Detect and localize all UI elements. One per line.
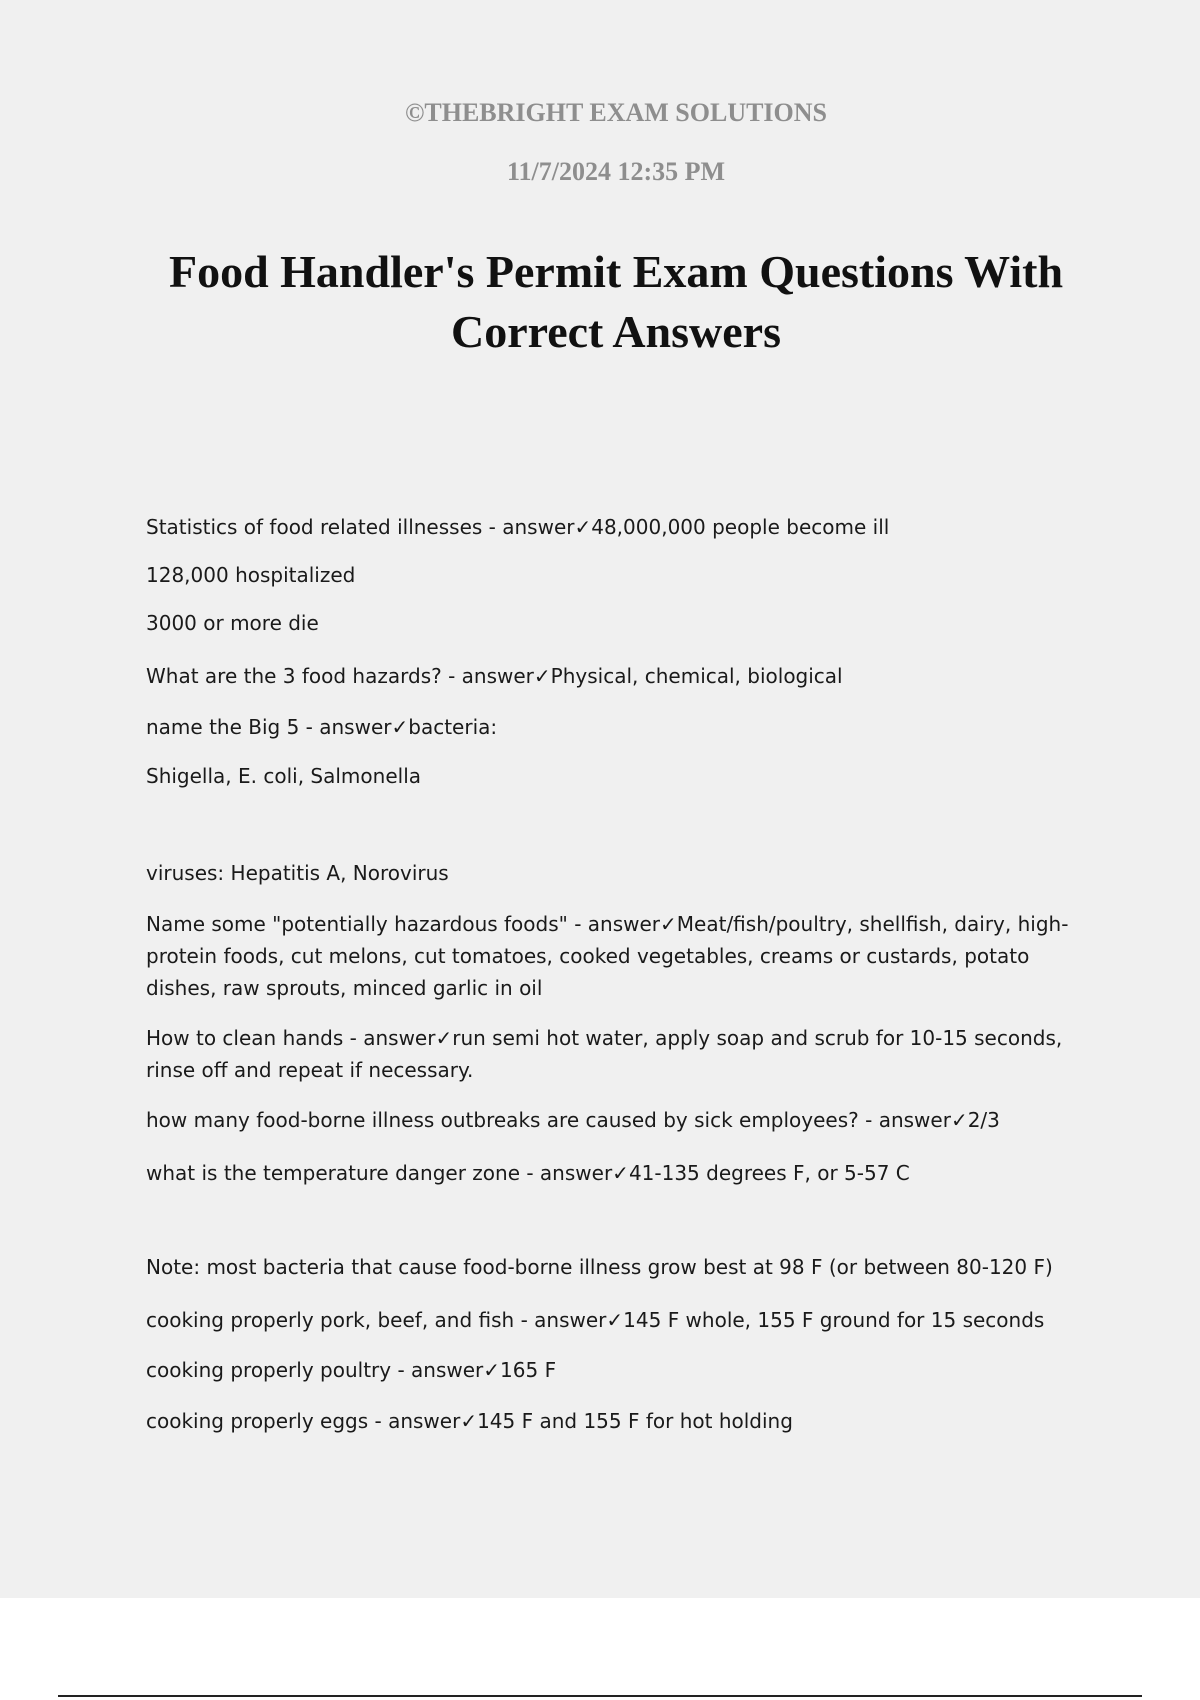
question-text: how many food-borne illness outbreaks are caused by sick employees? - answer (146, 1108, 951, 1132)
answer-continuation: Note: most bacteria that cause food-borne illness grow best at 98 F (or between 80-120 F) (146, 1255, 1053, 1279)
question-text: what is the temperature danger zone - answer (146, 1161, 613, 1185)
answer-continuation: 3000 or more die (146, 611, 319, 635)
qa-item (146, 1157, 1096, 1189)
answer-text: 2/3 (967, 1108, 1000, 1132)
question-text: cooking properly pork, beef, and fish - answer (146, 1308, 607, 1332)
qa-item (146, 1354, 1096, 1386)
question-text: How to clean hands - answer (146, 1026, 436, 1050)
check-icon: ✓ (612, 1161, 629, 1185)
answer-continuation: viruses: Hepatitis A, Norovirus (146, 861, 449, 885)
answer-text: Physical, chemical, biological (550, 664, 843, 688)
qa-item (146, 1022, 1096, 1086)
page-divider (58, 1695, 1142, 1697)
check-icon: ✓ (460, 1409, 478, 1433)
question-text: What are the 3 food hazards? - answer (146, 664, 534, 688)
check-icon: ✓ (435, 1026, 453, 1050)
question-text: Name some "potentially hazardous foods" - answer (146, 912, 661, 936)
qa-item (146, 660, 1096, 692)
check-icon: ✓ (660, 912, 677, 936)
qa-item (146, 1405, 1096, 1437)
check-icon: ✓ (483, 1358, 501, 1382)
qa-content (146, 511, 1096, 1437)
qa-item (146, 908, 1096, 1004)
check-icon: ✓ (606, 1308, 624, 1332)
answer-continuation: 128,000 hospitalized (146, 563, 356, 587)
qa-item (146, 511, 1096, 543)
check-icon: ✓ (950, 1108, 968, 1132)
answer-text: 145 F and 155 F for hot holding (477, 1409, 793, 1433)
question-text: cooking properly eggs - answer (146, 1409, 461, 1433)
answer-text: 145 F whole, 155 F ground for 15 seconds (623, 1308, 1045, 1332)
answer-text: Meat/fish/poultry, shellfish, dairy, high-protein foods, cut melons, cut tomatoes, cooked vegetables, creams or custards, potato dishes, raw sprouts, minced garlic in oil (146, 912, 1069, 1000)
watermark-datetime: 11/7/2024 12:35 PM (506, 157, 726, 186)
answer-text: 48,000,000 people become ill (591, 515, 890, 539)
check-icon: ✓ (391, 715, 409, 739)
answer-text: 41-135 degrees F, or 5-57 C (628, 1161, 910, 1185)
answer-text: run semi hot water, apply soap and scrub for 10-15 seconds, rinse off and repeat if necessary. (146, 1026, 1063, 1082)
question-text: cooking properly poultry - answer (146, 1358, 484, 1382)
answer-text: bacteria: (408, 715, 498, 739)
question-text: Statistics of food related illnesses - answer (146, 515, 575, 539)
check-icon: ✓ (574, 515, 592, 539)
qa-item (146, 1304, 1096, 1336)
qa-item (146, 711, 1096, 743)
answer-continuation: Shigella, E. coli, Salmonella (146, 764, 421, 788)
question-text: name the Big 5 - answer (146, 715, 392, 739)
qa-item (146, 1104, 1096, 1136)
answer-text: 165 F (500, 1358, 557, 1382)
document-title: Food Handler's Permit Exam Questions With Correct Answers (168, 246, 1064, 357)
watermark-brand: ©THEBRIGHT EXAM SOLUTIONS (404, 98, 828, 127)
check-icon: ✓ (533, 664, 551, 688)
